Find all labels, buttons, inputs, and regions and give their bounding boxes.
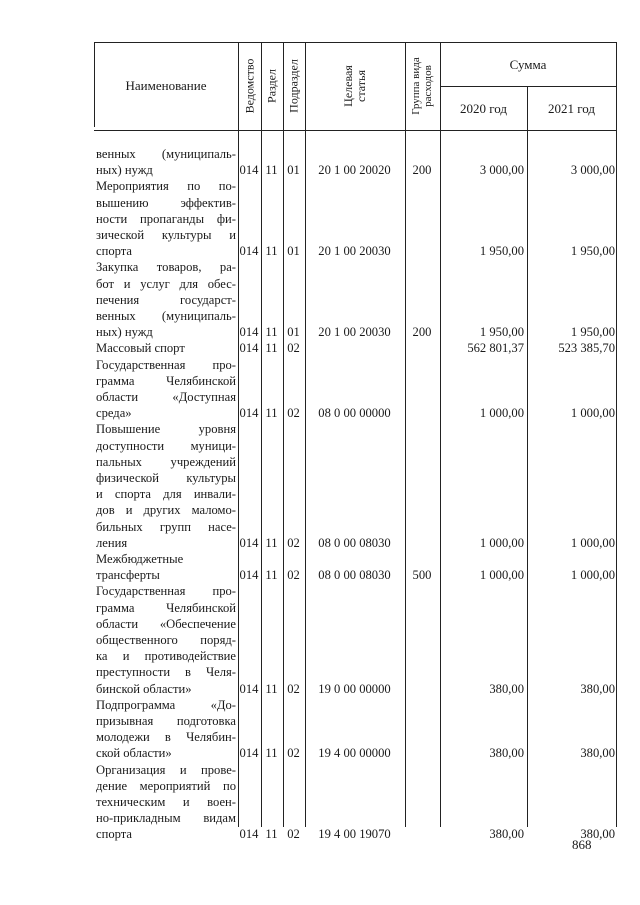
- col-border-right: [616, 42, 617, 827]
- row-raz: 11: [265, 681, 278, 696]
- col-border-grp: [405, 42, 406, 827]
- row-raz: 11: [265, 406, 278, 421]
- row-s2: 1 950,00: [570, 244, 615, 259]
- row-ved: 014: [239, 827, 259, 842]
- row-name: Государственная про- грамма Челябинской области «Обеспечение общественного поряд- ка и противодействие преступности в Челя- бинской области»: [96, 584, 236, 696]
- row-cel: 20 1 00 20020: [318, 163, 391, 178]
- row-raz: 11: [265, 341, 278, 356]
- row-ved: 014: [239, 244, 259, 259]
- row-s1: 1 000,00: [479, 535, 524, 550]
- row-s1: 380,00: [489, 681, 524, 696]
- row-ved: 014: [239, 746, 259, 761]
- row-pod: 02: [287, 341, 300, 356]
- row-cel: 08 0 00 00000: [318, 406, 391, 421]
- row-s2: 1 950,00: [570, 325, 615, 340]
- header-gruppa: Группа вида расходов: [410, 57, 434, 115]
- col-border-s1: [440, 42, 441, 827]
- header-razdel: Раздел: [264, 69, 279, 103]
- row-s1: 1 950,00: [479, 325, 524, 340]
- row-ved: 014: [239, 325, 259, 340]
- row-s2: 1 000,00: [570, 406, 615, 421]
- row-s1: 1 000,00: [479, 406, 524, 421]
- page-number: 868: [572, 837, 592, 852]
- row-grp: 200: [412, 325, 432, 340]
- row-pod: 02: [287, 535, 300, 550]
- row-name: Организация и прове- дение мероприятий по техническим и воен- но-прикладным видам спорта: [96, 762, 236, 842]
- col-border-left: [94, 42, 95, 127]
- row-raz: 11: [265, 163, 278, 178]
- header-name: Наименование: [125, 78, 207, 93]
- row-name: Межбюджетные трансферты: [96, 552, 184, 583]
- row-ved: 014: [239, 535, 259, 550]
- row-ved: 014: [239, 163, 259, 178]
- row-name: венных (муниципаль- ных) нужд: [96, 147, 236, 178]
- row-cel: 19 4 00 00000: [318, 746, 391, 761]
- col-border-s2: [527, 86, 528, 827]
- row-raz: 11: [265, 535, 278, 550]
- row-name: Подпрограмма «До- призывная подготовка молодежи в Челябин- ской области»: [96, 697, 236, 761]
- header-celevaya: Целевая статья: [341, 65, 368, 107]
- row-ved: 014: [239, 681, 259, 696]
- row-pod: 01: [287, 325, 300, 340]
- row-raz: 11: [265, 325, 278, 340]
- summa-divider: [440, 86, 616, 87]
- row-pod: 02: [287, 746, 300, 761]
- header-podrazdel: Подраздел: [286, 59, 301, 113]
- row-ved: 014: [239, 406, 259, 421]
- header-bottom-border: [94, 130, 616, 131]
- row-raz: 11: [265, 827, 278, 842]
- row-name: Повышение уровня доступности муници- пальных учреждений физической культуры и спорта для инвали- дов и других маломо- бильных групп насе- ления: [96, 422, 236, 550]
- row-s2: 380,00: [580, 827, 615, 842]
- row-s2: 3 000,00: [570, 163, 615, 178]
- row-name: Массовый спорт: [96, 341, 185, 356]
- row-cel: 19 0 00 00000: [318, 681, 391, 696]
- row-s2: 523 385,70: [558, 341, 615, 356]
- row-cel: 08 0 00 08030: [318, 535, 391, 550]
- row-raz: 11: [265, 568, 278, 583]
- row-s1: 380,00: [489, 746, 524, 761]
- row-s1: 562 801,37: [467, 341, 524, 356]
- row-s1: 1 950,00: [479, 244, 524, 259]
- row-name: Государственная про- грамма Челябинской области «Доступная среда»: [96, 357, 236, 421]
- row-pod: 02: [287, 406, 300, 421]
- row-pod: 02: [287, 681, 300, 696]
- row-grp: 500: [412, 568, 432, 583]
- col-border-ved: [238, 42, 239, 827]
- table-top-border: [94, 42, 616, 43]
- col-border-raz: [261, 42, 262, 827]
- row-pod: 02: [287, 827, 300, 842]
- row-cel: 19 4 00 19070: [318, 827, 391, 842]
- row-s1: 1 000,00: [479, 568, 524, 583]
- header-vedomstvo: Ведомство: [242, 58, 257, 114]
- row-name: Мероприятия по по- вышению эффектив- ности пропаганды фи- зической культуры и спорта: [96, 179, 236, 259]
- row-name: Закупка товаров, ра- бот и услуг для обес- печения государст- венных (муниципаль- ных) нужд: [96, 260, 236, 340]
- row-s2: 380,00: [580, 746, 615, 761]
- row-raz: 11: [265, 746, 278, 761]
- row-cel: 08 0 00 08030: [318, 568, 391, 583]
- col-border-cel: [305, 42, 306, 827]
- header-summa: Сумма: [509, 57, 547, 72]
- row-raz: 11: [265, 244, 278, 259]
- header-year1: 2020 год: [460, 101, 507, 116]
- row-cel: 20 1 00 20030: [318, 244, 391, 259]
- row-pod: 02: [287, 568, 300, 583]
- row-s2: 1 000,00: [570, 535, 615, 550]
- row-s2: 380,00: [580, 681, 615, 696]
- row-s1: 3 000,00: [479, 163, 524, 178]
- row-s2: 1 000,00: [570, 568, 615, 583]
- header-year2: 2021 год: [548, 101, 595, 116]
- col-border-pod: [283, 42, 284, 827]
- row-grp: 200: [412, 163, 432, 178]
- row-pod: 01: [287, 244, 300, 259]
- row-ved: 014: [239, 341, 259, 356]
- row-cel: 20 1 00 20030: [318, 325, 391, 340]
- row-pod: 01: [287, 163, 300, 178]
- row-s1: 380,00: [489, 827, 524, 842]
- row-ved: 014: [239, 568, 259, 583]
